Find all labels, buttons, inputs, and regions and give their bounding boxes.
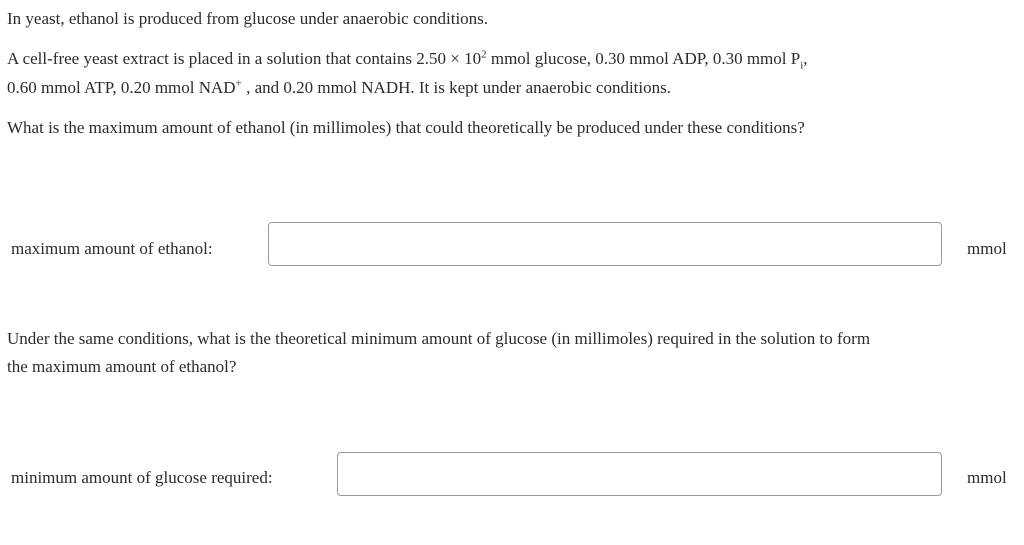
setup-line2-part-1: 0.60 mmol ATP, 0.20 mmol NAD [7, 78, 236, 97]
question-2-text-line-2: the maximum amount of ethanol? [7, 357, 237, 376]
ethanol-unit: mmol [967, 239, 1007, 258]
ethanol-answer-input[interactable] [268, 222, 942, 266]
glucose-unit: mmol [967, 468, 1007, 487]
pi-subscript: i [800, 59, 804, 72]
glucose-label: minimum amount of glucose required: [11, 468, 273, 487]
intro-text: In yeast, ethanol is produced from glucose under anaerobic conditions. [7, 9, 489, 28]
question-2-text-line-1: Under the same conditions, what is the theoretical minimum amount of glucose (in millimoles) required in the solution to form [7, 329, 871, 348]
setup-text-line-2 [7, 78, 671, 98]
nad-superscript: + [235, 77, 242, 90]
exponent: 2 [481, 48, 487, 61]
glucose-answer-input[interactable] [337, 452, 942, 496]
question-1-text: What is the maximum amount of ethanol (in millimoles) that could theoretically be produced under these conditions? [7, 118, 805, 137]
setup-part-2: mmol glucose, 0.30 mmol ADP, 0.30 mmol P [486, 49, 801, 68]
setup-line2-part-2: , and 0.20 mmol NADH. It is kept under anaerobic conditions. [241, 78, 671, 97]
ethanol-label: maximum amount of ethanol: [11, 239, 213, 258]
setup-part-3: , [803, 49, 808, 68]
setup-part-1: A cell-free yeast extract is placed in a solution that contains 2.50 × 10 [7, 49, 482, 68]
setup-text-line-1 [7, 48, 808, 72]
